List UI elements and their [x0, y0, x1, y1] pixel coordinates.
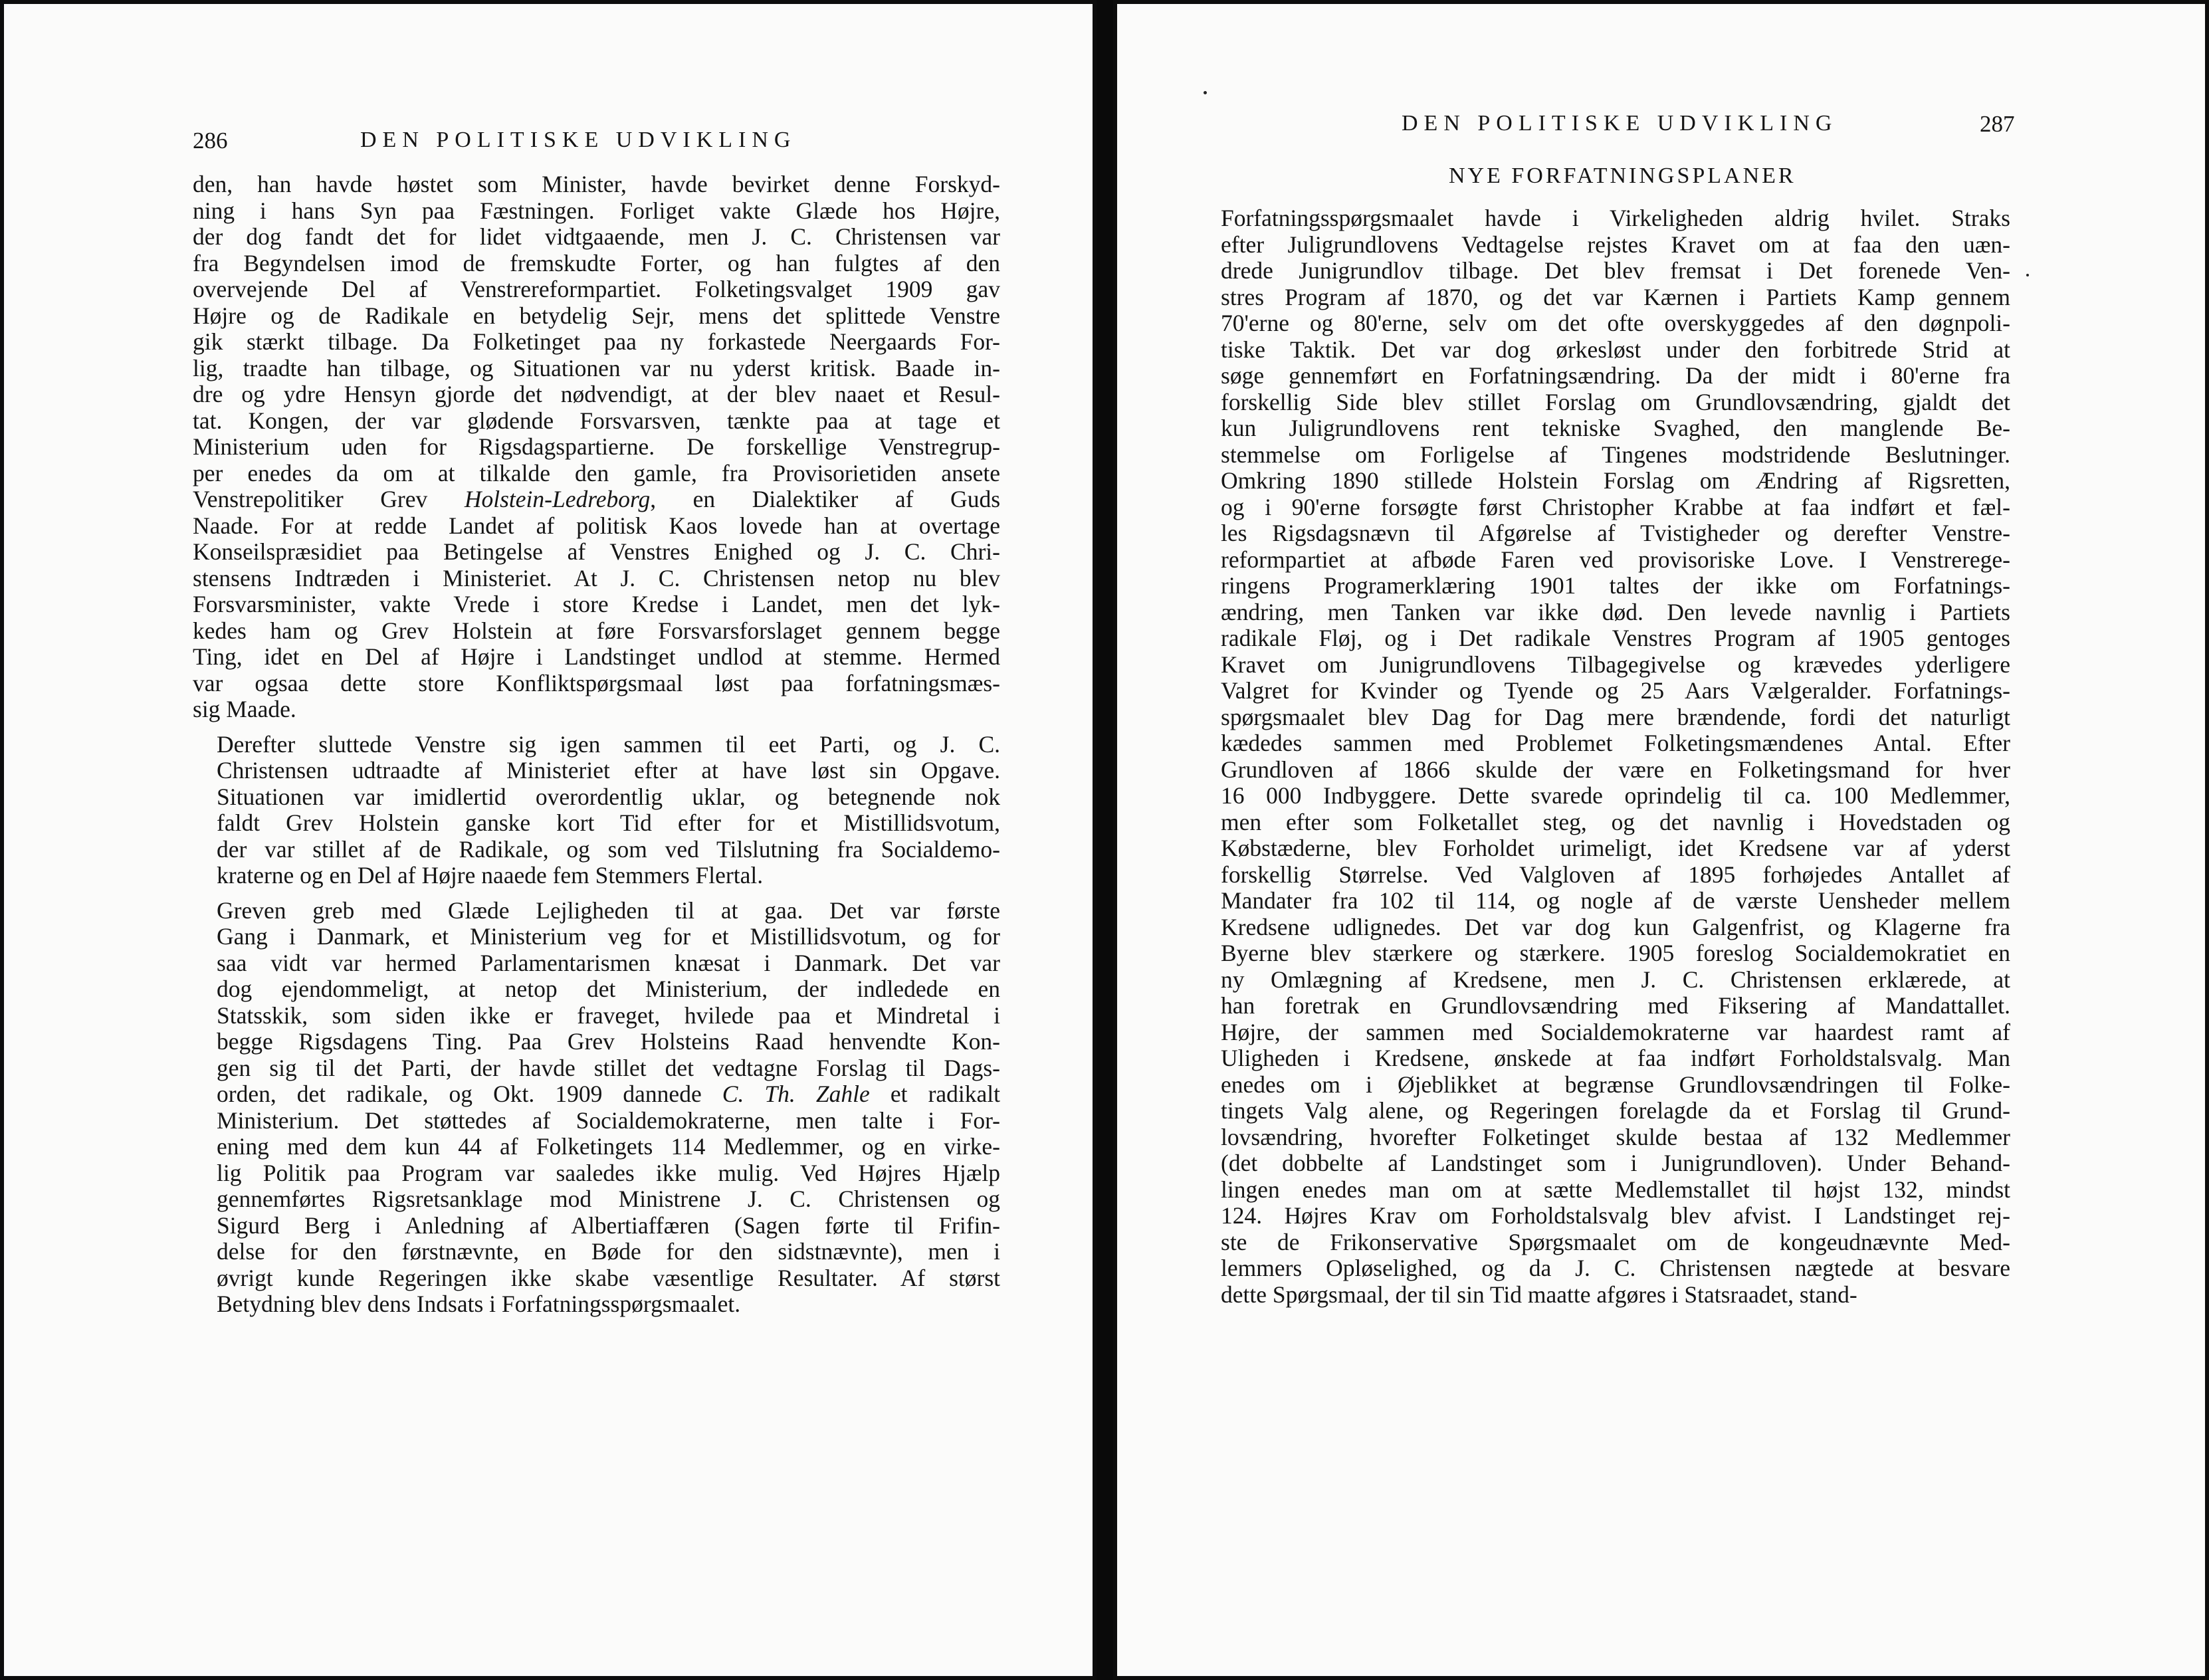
text-line: gennemførtes Rigsretsanklage mod Ministrene J. C. Christensen og: [217, 1186, 1000, 1212]
right-body-text: [1197, 205, 2010, 1308]
text-line: lovsændring, hvorefter Folketinget skulde bestaa af 132 Medlemmer: [1221, 1124, 2010, 1150]
text-line: kædedes sammen med Problemet Folketingsmændenes Antal. Efter: [1221, 730, 2010, 756]
text-line: Højre og de Radikale en betydelig Sejr, mens det splittede Venstre: [193, 302, 1000, 329]
text-line: enedes om i Øjeblikket at begrænse Grundlovsændringen til Folke-: [1221, 1071, 2010, 1098]
text-line: Derefter sluttede Venstre sig igen sammen til eet Parti, og J. C.: [217, 731, 1000, 758]
text-line: ste de Frikonservative Spørgsmaalet om de kongeudnævnte Med-: [1221, 1229, 2010, 1255]
text-line: gen sig til det Parti, der havde stillet det vedtagne Forslag til Dags-: [217, 1055, 1000, 1081]
text-line: kedes ham og Grev Holstein at føre Forsvarsforslaget gennem begge: [193, 617, 1000, 644]
text-line: overvejende Del af Venstrereformpartiet. Folketingsvalget 1909 gav: [193, 276, 1000, 302]
text-line: der var stillet af de Radikale, og som ved Tilslutning fra Socialdemo-: [217, 836, 1000, 863]
text-line: efter Juligrundlovens Vedtagelse rejstes Kravet om at faa den uæn-: [1221, 231, 2010, 258]
text-line: tingets Valg alene, og Regeringen forelagde da et Forslag til Grund-: [1221, 1098, 2010, 1124]
section-title: NYE FORFATNINGSPLANER: [1449, 163, 1796, 188]
text-line: kun Juligrundlovens rent tekniske Svaghed, den manglende Be-: [1221, 415, 2010, 441]
text-line: gik stærkt tilbage. Da Folketinget paa ny forkastede Neergaards For-: [193, 329, 1000, 355]
text-line: Ting, idet en Del af Højre i Landstinget undlod at stemme. Hermed: [193, 644, 1000, 670]
text-line: 70'erne og 80'erne, selv om det ofte overskyggedes af den døgnpoli-: [1221, 310, 2010, 336]
text-line: orden, det radikale, og Okt. 1909 dannede C. Th. Zahle et radikalt: [217, 1081, 1000, 1107]
text-line: lig Politik paa Program var saaledes ikke mulig. Ved Højres Hjælp: [217, 1160, 1000, 1186]
book-gutter: [1097, 0, 1113, 1680]
left-page-number: 286: [193, 128, 228, 154]
text-line: Betydning blev dens Indsats i Forfatningsspørgsmaalet.: [217, 1291, 741, 1317]
text-line: 16 000 Indbyggere. Dette svarede oprindelig til ca. 100 Medlemmer,: [1221, 783, 2010, 809]
text-line: 124. Højres Krav om Forholdstalsvalg blev afvist. I Landstinget rej-: [1221, 1203, 2010, 1229]
text-line: Byerne blev stærkere og stærkere. 1905 foreslog Socialdemokratiet en: [1221, 940, 2010, 966]
text-line: ning i hans Syn paa Fæstningen. Forliget vakte Glæde hos Højre,: [193, 197, 1000, 224]
text-line: lig, traadte han tilbage, og Situationen var nu yderst kritisk. Baade in-: [193, 355, 1000, 381]
left-body-text: [193, 171, 1000, 1318]
text-line: Christensen udtraadte af Ministeriet efter at have løst sin Opgave.: [217, 758, 1000, 784]
text-line: radikale Fløj, og i Det radikale Venstres Program af 1905 gentoges: [1221, 625, 2010, 651]
text-line: kraterne og en Del af Højre naaede fem Stemmers Flertal.: [217, 863, 764, 889]
text-line: stres Program af 1870, og det var Kærnen i Partiets Kamp gennem: [1221, 284, 2010, 310]
text-line: ening med dem kun 44 af Folketingets 114 Medlemmer, og en virke-: [217, 1134, 1000, 1160]
text-line: Forsvarsminister, vakte Vrede i store Kredse i Landet, men det lyk-: [193, 591, 1000, 617]
text-line: lemmers Opløselighed, og da J. C. Christensen nægtede at besvare: [1221, 1255, 2010, 1281]
text-line: Naade. For at redde Landet af politisk Kaos lovede han at overtage: [193, 512, 1000, 539]
text-line: Ministerium uden for Rigsdagspartierne. De forskellige Venstregrup-: [193, 434, 1000, 460]
right-running-head: DEN POLITISKE UDVIKLING: [1402, 111, 1838, 136]
right-page: [1113, 0, 2209, 1680]
paragraph: [193, 171, 1000, 723]
text-line: dette Spørgsmaal, der til sin Tid maatte afgøres i Statsraadet, stand-: [1221, 1281, 1857, 1308]
text-line: Konseilspræsidiet paa Betingelse af Venstres Enighed og J. C. Chri-: [193, 539, 1000, 565]
text-line: dre og ydre Hensyn gjorde det nødvendigt, at der blev naaet et Resul-: [193, 381, 1000, 407]
text-line: delse for den førstnævnte, en Bøde for den sidstnævnte), men i: [217, 1239, 1000, 1265]
text-line: men efter som Folketallet steg, og det navnlig i Hovedstaden og: [1221, 809, 2010, 835]
text-line: stemmelse om Forligelse af Tingenes modstridende Beslutninger.: [1221, 441, 2010, 468]
italic-name: C. Th. Zahle: [722, 1081, 870, 1107]
text-line: Kredsene udlignedes. Det var dog kun Galgenfrist, og Klagerne fra: [1221, 914, 2010, 940]
paragraph: [1197, 205, 2010, 1308]
text-line: Højre, der sammen med Socialdemokraterne var haardest ramt af: [1221, 1019, 2010, 1045]
text-line: drede Junigrundlov tilbage. Det blev fremsat i Det forenede Ven-: [1221, 258, 2010, 284]
text-line: Ministerium. Det støttedes af Socialdemokraterne, men talte i For-: [217, 1107, 1000, 1134]
text-line: lingen enedes man om at sætte Medlemstallet til højst 132, mindst: [1221, 1176, 2010, 1203]
text-line: les Rigsdagsnævn til Afgørelse af Tvistigheder og derefter Venstre-: [1221, 520, 2010, 546]
text-line: sig Maade.: [193, 696, 296, 722]
text-line: Greven greb med Glæde Lejligheden til at gaa. Det var første: [217, 897, 1000, 924]
text-line: Sigurd Berg i Anledning af Albertiaffæren (Sagen førte til Frifin-: [217, 1212, 1000, 1239]
text-line: han foretrak en Grundlovsændring med Fiksering af Mandattallet.: [1221, 993, 2010, 1019]
text-line: forskellig Størrelse. Ved Valgloven af 1895 forhøjedes Antallet af: [1221, 861, 2010, 888]
paragraph: [193, 732, 1000, 889]
text-line: stensens Indtræden i Ministeriet. At J. C. Christensen netop nu blev: [193, 565, 1000, 591]
text-line: den, han havde høstet som Minister, havde bevirket denne Forskyd-: [193, 171, 1000, 197]
text-line: søge gennemført en Forfatningsændring. Da der midt i 80'erne fra: [1221, 363, 2010, 389]
text-line: Kravet om Junigrundlovens Tilbagegivelse og krævedes yderligere: [1221, 651, 2010, 678]
text-line: Venstrepolitiker Grev Holstein-Ledreborg, en Dialektiker af Guds: [193, 486, 1000, 512]
text-line: fra Begyndelsen imod de fremskudte Forter, og han fulgtes af den: [193, 250, 1000, 276]
text-line: Mandater fra 102 til 114, og nogle af de værste Uensheder mellem: [1221, 888, 2010, 914]
text-line: faldt Grev Holstein ganske kort Tid efter for et Mistillidsvotum,: [217, 810, 1000, 836]
text-line: (det dobbelte af Landstinget som i Junigrundloven). Under Behand-: [1221, 1150, 2010, 1176]
text-line: ringens Programerklæring 1901 taltes der ikke om Forfatnings-: [1221, 573, 2010, 599]
text-line: tiske Taktik. Det var dog ørkesløst under den forbitrede Strid at: [1221, 336, 2010, 363]
text-line: spørgsmaalet blev Dag for Dag mere brændende, fordi det naturligt: [1221, 704, 2010, 730]
text-line: saa vidt var hermed Parlamentarismen knæsat i Danmark. Det var: [217, 950, 1000, 976]
text-line: dog ejendommeligt, at netop det Ministerium, der indledede en: [217, 976, 1000, 1002]
text-line: tat. Kongen, der var glødende Forsvarsven, tænkte paa at tage et: [193, 407, 1000, 434]
text-line: Grundloven af 1866 skulde der være en Folketingsmand for hver: [1221, 756, 2010, 783]
left-page: [0, 0, 1097, 1680]
text-line: Situationen var imidlertid overordentlig uklar, og betegnende nok: [217, 784, 1000, 810]
text-line: der dog fandt det for lidet vidtgaaende, men J. C. Christensen var: [193, 224, 1000, 250]
text-line: Statsskik, som siden ikke er fraveget, hvilede paa et Mindretal i: [217, 1002, 1000, 1029]
text-line: var ogsaa dette store Konfliktspørgsmaal løst paa forfatningsmæs-: [193, 670, 1000, 696]
text-line: Købstæderne, blev Forholdet urimeligt, idet Kredsene var af yderst: [1221, 835, 2010, 861]
text-line: forskellig Side blev stillet Forslag om Grundlovsændring, gjaldt det: [1221, 389, 2010, 415]
print-speck: [2026, 274, 2029, 276]
text-line: per enedes da om at tilkalde den gamle, fra Provisorietiden ansete: [193, 460, 1000, 486]
text-line: og i 90'erne forsøgte først Christopher Krabbe at faa indført et fæl-: [1221, 494, 2010, 520]
italic-name: Holstein-Ledreborg: [464, 486, 651, 512]
text-line: ny Omlægning af Kredsene, men J. C. Christensen erklærede, at: [1221, 966, 2010, 993]
text-line: reformpartiet at afbøde Faren ved provisoriske Love. I Venstrerege-: [1221, 546, 2010, 573]
left-running-head: DEN POLITISKE UDVIKLING: [360, 128, 797, 152]
text-line: Gang i Danmark, et Ministerium veg for et Mistillidsvotum, og for: [217, 924, 1000, 950]
text-line: Forfatningsspørgsmaalet havde i Virkeligheden aldrig hvilet. Straks: [1221, 205, 2010, 231]
print-speck: [1204, 91, 1207, 94]
paragraph: [193, 898, 1000, 1318]
text-line: Valgret for Kvinder og Tyende og 25 Aars Vælgeralder. Forfatnings-: [1221, 678, 2010, 704]
text-line: ændring, men Tanken var ikke død. Den levede navnlig i Partiets: [1221, 599, 2010, 625]
text-line: Uligheden i Kredsene, ønskede at faa indført Forholdstalsvalg. Man: [1221, 1045, 2010, 1071]
text-line: Omkring 1890 stillede Holstein Forslag om Ændring af Rigsretten,: [1221, 468, 2010, 494]
text-line: begge Rigsdagens Ting. Paa Grev Holsteins Raad henvendte Kon-: [217, 1029, 1000, 1055]
right-page-number: 287: [1980, 111, 2015, 137]
text-line: øvrigt kunde Regeringen ikke skabe væsentlige Resultater. Af størst: [217, 1265, 1000, 1291]
